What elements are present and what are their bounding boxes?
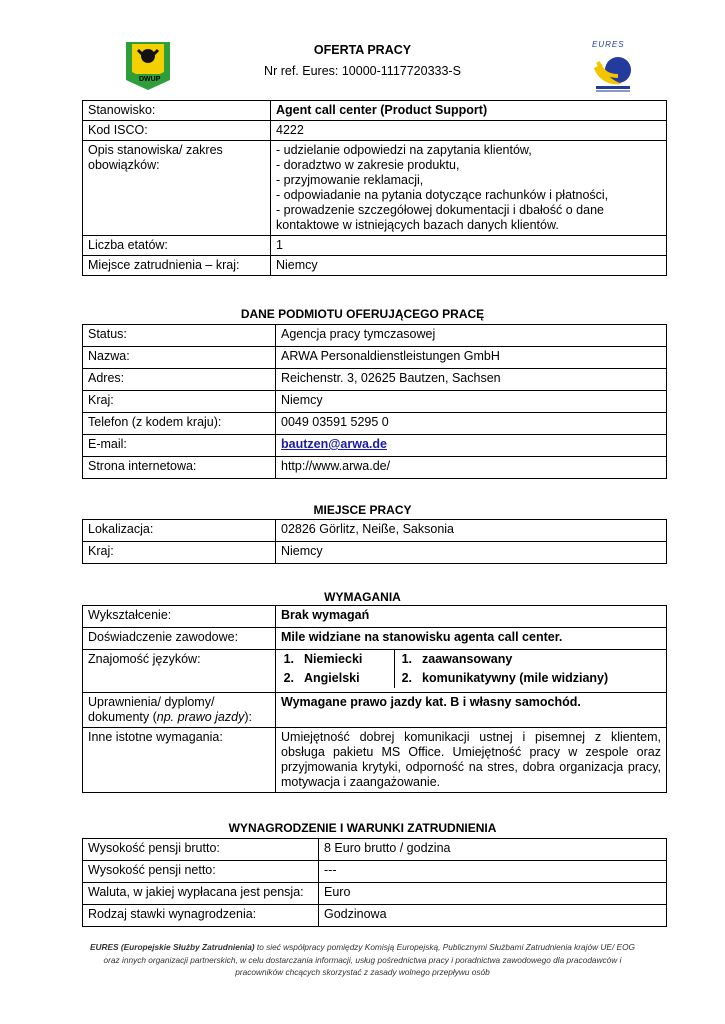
perm-label-italic: np. prawo jazdy — [156, 710, 245, 724]
salary-table — [82, 838, 667, 927]
etaty-value: 1 — [271, 236, 667, 256]
perm-label-main: Uprawnienia/ dyplomy/ dokumenty ( — [88, 695, 215, 724]
table-row — [83, 369, 667, 391]
stanowisko-label: Stanowisko: — [83, 101, 271, 121]
employer-label: Strona internetowa: — [83, 457, 276, 479]
table-row — [83, 883, 667, 905]
footer-bold: EURES (Europejskie Służby Zatrudnienia) — [89, 942, 255, 952]
reference-number: Nr ref. Eures: 10000-1117720333-S — [264, 64, 461, 78]
table-row — [83, 236, 667, 256]
footer-line: to sieć współpracy pomiędzy Komisją Europejską, Publicznymi Służbami Zatrudnienia krajów UE/ EOG — [254, 942, 636, 952]
language-num: 1. — [283, 652, 294, 666]
table-row — [83, 101, 667, 121]
isco-value: 4222 — [271, 121, 667, 141]
table-row — [83, 628, 667, 650]
isco-label: Kod ISCO: — [83, 121, 271, 141]
table-row — [83, 905, 667, 927]
dwup-logo-text: DWUP — [139, 76, 161, 83]
kraj-value: Niemcy — [276, 542, 667, 564]
employer-table — [82, 324, 667, 479]
table-row — [83, 839, 667, 861]
miejsce-value: Niemcy — [271, 256, 667, 276]
lokalizacja-value: 02826 Görlitz, Neiße, Saksonia — [276, 520, 667, 542]
perm-value: Wymagane prawo jazdy kat. B i własny samochód. — [276, 693, 667, 728]
document-title: OFERTA PRACY — [313, 43, 412, 57]
table-row — [83, 457, 667, 479]
workplace-table — [82, 519, 667, 564]
footer — [60, 941, 665, 979]
other-label: Inne istotne wymagania: — [83, 728, 276, 793]
language-num: 2. — [283, 671, 294, 685]
kraj-label: Kraj: — [83, 542, 276, 564]
table-row — [83, 413, 667, 435]
table-row — [83, 728, 667, 793]
employer-value: Reichenstr. 3, 02625 Bautzen, Sachsen — [276, 369, 667, 391]
salary-value: 8 Euro brutto / godzina — [319, 839, 667, 861]
exp-label: Doświadczenie zawodowe: — [83, 628, 276, 650]
perm-label — [83, 693, 276, 728]
exp-value: Mile widziane na stanowisku agenta call center. — [276, 628, 667, 650]
opis-line: - udzielanie odpowiedzi na zapytania klientów, — [276, 143, 532, 157]
level-num: 1. — [401, 652, 412, 666]
table-row — [83, 325, 667, 347]
employer-value: 0049 03591 5295 0 — [276, 413, 667, 435]
employer-heading: DANE PODMIOTU OFERUJĄCEGO PRACĘ — [240, 307, 485, 321]
employer-value: Agencja pracy tymczasowej — [276, 325, 667, 347]
other-value: Umiejętność dobrej komunikacji ustnej i pisemnej z klientem, obsługa pakietu MS Office. Umiejętność pracy w zespole oraz przyjmowania krytyki, odporność na stres, dobra organizacja pracy, motywacja i zaangażowanie. — [276, 728, 667, 793]
perm-label-end: ): — [244, 710, 252, 724]
table-row — [83, 121, 667, 141]
employer-label: Adres: — [83, 369, 276, 391]
employer-label: Telefon (z kodem kraju): — [83, 413, 276, 435]
lang-label: Znajomość języków: — [83, 650, 276, 693]
language-level: komunikatywny (mile widziany) — [422, 671, 609, 685]
language-name: Angielski — [304, 669, 394, 688]
table-row — [83, 693, 667, 728]
opis-value — [271, 141, 667, 236]
etaty-label: Liczba etatów: — [83, 236, 271, 256]
opis-label: Opis stanowiska/ zakres obowiązków: — [83, 141, 271, 236]
salary-value: Euro — [319, 883, 667, 905]
table-row — [83, 347, 667, 369]
language-row — [276, 669, 666, 688]
languages-cell — [276, 650, 667, 693]
employer-label: Nazwa: — [83, 347, 276, 369]
salary-label: Wysokość pensji brutto: — [83, 839, 319, 861]
table-row — [83, 520, 667, 542]
salary-label: Waluta, w jakiej wypłacana jest pensja: — [83, 883, 319, 905]
table-row — [83, 141, 667, 236]
table-row — [83, 435, 667, 457]
job-table — [82, 100, 667, 276]
salary-value: Godzinowa — [319, 905, 667, 927]
miejsce-label: Miejsce zatrudnienia – kraj: — [83, 256, 271, 276]
employer-value: ARWA Personaldienstleistungen GmbH — [276, 347, 667, 369]
employer-value: Niemcy — [276, 391, 667, 413]
lokalizacja-label: Lokalizacja: — [83, 520, 276, 542]
table-row — [83, 650, 667, 693]
website-value: http://www.arwa.de/ — [276, 457, 667, 479]
language-name: Niemiecki — [304, 650, 394, 669]
requirements-heading: WYMAGANIA — [324, 590, 401, 604]
level-num: 2. — [401, 671, 412, 685]
eures-logo-text: EURES — [592, 40, 625, 49]
salary-heading: WYNAGRODZENIE I WARUNKI ZATRUDNIENIA — [228, 821, 497, 835]
salary-label: Rodzaj stawki wynagrodzenia: — [83, 905, 319, 927]
salary-label: Wysokość pensji netto: — [83, 861, 319, 883]
languages-table — [276, 650, 666, 688]
table-row — [83, 861, 667, 883]
salary-value: --- — [319, 861, 667, 883]
opis-line: - prowadzenie szczegółowej dokumentacji i dbałość o dane kontaktowe w istniejących bazach danych klientów. — [276, 203, 604, 232]
table-row — [83, 391, 667, 413]
table-row — [83, 606, 667, 628]
opis-line: - doradztwo w zakresie produktu, — [276, 158, 460, 172]
edu-label: Wykształcenie: — [83, 606, 276, 628]
eures-logo — [588, 40, 638, 95]
employer-label: Kraj: — [83, 391, 276, 413]
table-row — [83, 256, 667, 276]
opis-line: - przyjmowanie reklamacji, — [276, 173, 424, 187]
edu-value: Brak wymagań — [276, 606, 667, 628]
workplace-heading: MIEJSCE PRACY — [313, 503, 412, 517]
email-link[interactable]: bautzen@arwa.de — [281, 437, 387, 451]
requirements-table — [82, 605, 667, 793]
footer-line: oraz innych organizacji partnerskich, w celu dostarczania informacji, usług pośrednictwa pracy i poradnictwa zawodowego dla pracodawców i — [103, 954, 622, 965]
language-row — [276, 650, 666, 669]
table-row — [83, 542, 667, 564]
footer-line: pracowników chcących skorzystać z zasady wolnego przepływu osób — [235, 967, 490, 977]
opis-line: - odpowiadanie na pytania dotyczące rachunków i płatności, — [276, 188, 609, 202]
language-level: zaawansowany — [422, 652, 513, 666]
employer-label: Status: — [83, 325, 276, 347]
employer-label: E-mail: — [83, 435, 276, 457]
stanowisko-value: Agent call center (Product Support) — [271, 101, 667, 121]
